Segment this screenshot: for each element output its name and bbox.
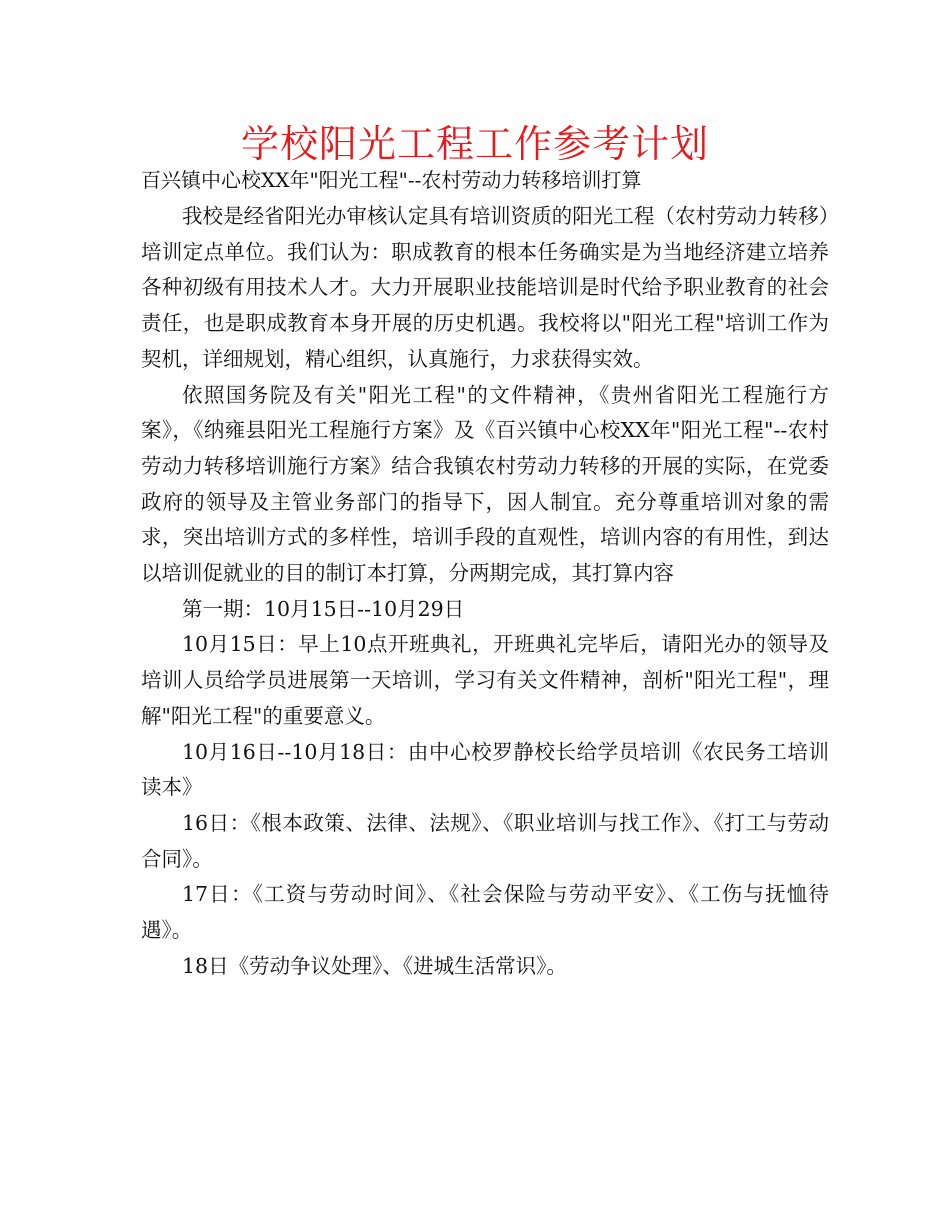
paragraph-intro: 我校是经省阳光办审核认定具有培训资质的阳光工程（农村劳动力转移）培训定点单位。我们认为：职成教育的根本任务确实是为当地经济建立培养各种初级有用技术人才。大力开展职业技能培训是时代给予职业教育的社会责任，也是职成教育本身开展的历史机遇。我校将以"阳光工程"培训工作为契机，详细规划，精心组织，认真施行，力求获得实效。 xyxy=(141,204,829,371)
paragraph-day-16: 16日：《根本政策、法律、法规》、《职业培训与找工作》、《打工与劳动合同》。 xyxy=(141,810,829,871)
paragraph-basis: 依照国务院及有关"阳光工程"的文件精神，《贵州省阳光工程施行方案》，《纳雍县阳光工程施行方案》及《百兴镇中心校XX年"阳光工程"--农村劳动力转移培训施行方案》结合我镇农村劳动力转移的开展的实际，在党委政府的领导及主管业务部门的指导下，因人制宜。充分尊重培训对象的需求，突出培训方式的多样性，培训手段的直观性，培训内容的有用性，到达以培训促就业的目的制订本打算，分两期完成，其打算内容 xyxy=(141,382,829,586)
paragraph-oct-16-18: 10月16日--10月18日：由中心校罗静校长给学员培训《农民务工培训读本》 xyxy=(141,739,829,800)
document-subtitle: 百兴镇中心校XX年"阳光工程"--农村劳动力转移培训打算 xyxy=(141,168,642,192)
document-title: 学校阳光工程工作参考计划 xyxy=(240,122,709,166)
paragraph-day-18: 18日《劳动争议处理》、《进城生活常识》。 xyxy=(182,953,567,978)
paragraph-day-17: 17日：《工资与劳动时间》、《社会保险与劳动平安》、《工伤与抚恤待遇》。 xyxy=(141,882,829,943)
paragraph-phase-one: 第一期：10月15日--10月29日 xyxy=(182,596,465,621)
document-body xyxy=(141,199,829,984)
paragraph-oct-15: 10月15日：早上10点开班典礼，开班典礼完毕后，请阳光办的领导及培训人员给学员进展第一天培训，学习有关文件精神，剖析"阳光工程"，理解"阳光工程"的重要意义。 xyxy=(141,632,829,728)
